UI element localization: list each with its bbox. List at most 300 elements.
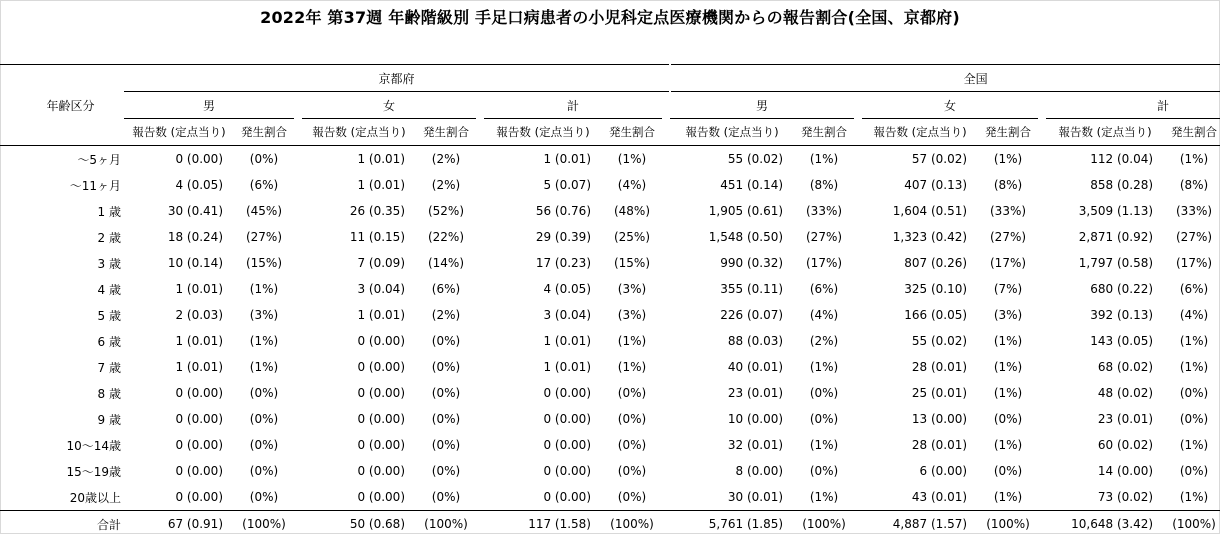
- ratio-cell: (3%): [602, 302, 662, 328]
- column-gap: [662, 250, 670, 276]
- count-cell: 73 (0.02): [1046, 484, 1164, 511]
- column-gap: [854, 432, 862, 458]
- ratio-cell: (1%): [602, 354, 662, 380]
- column-gap: [294, 511, 302, 537]
- column-gap: [294, 302, 302, 328]
- column-gap: [854, 276, 862, 302]
- sex-header: 計: [484, 92, 662, 119]
- ratio-cell: (1%): [1164, 484, 1220, 511]
- ratio-cell: (6%): [234, 172, 294, 198]
- count-column-header: 報告数 (定点当り): [484, 119, 602, 146]
- column-gap: [1038, 511, 1046, 537]
- count-cell: 48 (0.02): [1046, 380, 1164, 406]
- ratio-cell: (7%): [978, 276, 1038, 302]
- column-gap: [1038, 302, 1046, 328]
- column-gap: [1038, 224, 1046, 250]
- ratio-cell: (1%): [234, 354, 294, 380]
- ratio-cell: (0%): [416, 406, 476, 432]
- ratio-cell: (8%): [978, 172, 1038, 198]
- count-cell: 1 (0.01): [302, 172, 416, 198]
- count-cell: 3 (0.04): [302, 276, 416, 302]
- table-row: [0, 146, 1220, 173]
- ratio-cell: (48%): [602, 198, 662, 224]
- ratio-cell: (2%): [416, 302, 476, 328]
- column-gap: [294, 224, 302, 250]
- ratio-cell: (1%): [234, 276, 294, 302]
- column-gap: [854, 92, 862, 119]
- column-gap: [662, 224, 670, 250]
- count-cell: 60 (0.02): [1046, 432, 1164, 458]
- column-gap: [1038, 354, 1046, 380]
- count-cell: 1 (0.01): [124, 354, 234, 380]
- sex-header: 計: [1046, 92, 1220, 119]
- table-row: [0, 302, 1220, 328]
- ratio-cell: (1%): [1164, 328, 1220, 354]
- column-gap: [662, 119, 670, 146]
- count-cell: 25 (0.01): [862, 380, 978, 406]
- column-gap: [662, 276, 670, 302]
- count-cell: 1 (0.01): [484, 146, 602, 173]
- column-gap: [662, 172, 670, 198]
- count-cell: 1,905 (0.61): [670, 198, 794, 224]
- ratio-cell: (27%): [794, 224, 854, 250]
- column-gap: [1038, 276, 1046, 302]
- ratio-cell: (17%): [1164, 250, 1220, 276]
- column-gap: [476, 198, 484, 224]
- ratio-cell: (25%): [602, 224, 662, 250]
- count-cell: 0 (0.00): [484, 484, 602, 511]
- count-cell: 0 (0.00): [302, 458, 416, 484]
- count-cell: 0 (0.00): [124, 380, 234, 406]
- ratio-cell: (27%): [978, 224, 1038, 250]
- ratio-cell: (100%): [978, 511, 1038, 537]
- ratio-cell: (0%): [234, 406, 294, 432]
- column-gap: [476, 511, 484, 537]
- ratio-cell: (0%): [1164, 406, 1220, 432]
- count-cell: 0 (0.00): [124, 432, 234, 458]
- column-gap: [476, 172, 484, 198]
- count-cell: 1 (0.01): [124, 328, 234, 354]
- count-cell: 14 (0.00): [1046, 458, 1164, 484]
- ratio-cell: (1%): [978, 328, 1038, 354]
- ratio-cell: (0%): [416, 458, 476, 484]
- column-gap: [476, 380, 484, 406]
- column-gap: [662, 302, 670, 328]
- ratio-cell: (1%): [794, 432, 854, 458]
- count-cell: 4 (0.05): [124, 172, 234, 198]
- age-label: 1 歳: [0, 198, 124, 224]
- ratio-cell: (33%): [794, 198, 854, 224]
- column-gap: [662, 406, 670, 432]
- ratio-cell: (100%): [416, 511, 476, 537]
- column-gap: [294, 406, 302, 432]
- count-cell: 0 (0.00): [124, 146, 234, 173]
- ratio-cell: (0%): [416, 484, 476, 511]
- count-cell: 407 (0.13): [862, 172, 978, 198]
- column-gap: [294, 250, 302, 276]
- column-gap: [854, 380, 862, 406]
- count-column-header: 報告数 (定点当り): [862, 119, 978, 146]
- count-cell: 30 (0.41): [124, 198, 234, 224]
- count-cell: 13 (0.00): [862, 406, 978, 432]
- column-gap: [662, 198, 670, 224]
- ratio-cell: (3%): [602, 276, 662, 302]
- ratio-cell: (4%): [602, 172, 662, 198]
- ratio-cell: (17%): [794, 250, 854, 276]
- count-cell: 325 (0.10): [862, 276, 978, 302]
- age-label: 10～14歳: [0, 432, 124, 458]
- ratio-cell: (100%): [1164, 511, 1220, 537]
- age-label: 4 歳: [0, 276, 124, 302]
- ratio-cell: (1%): [794, 484, 854, 511]
- count-cell: 0 (0.00): [484, 458, 602, 484]
- count-cell: 2,871 (0.92): [1046, 224, 1164, 250]
- count-cell: 0 (0.00): [124, 458, 234, 484]
- count-cell: 1 (0.01): [302, 302, 416, 328]
- count-cell: 0 (0.00): [302, 354, 416, 380]
- count-cell: 28 (0.01): [862, 432, 978, 458]
- sex-header: 女: [862, 92, 1038, 119]
- count-cell: 807 (0.26): [862, 250, 978, 276]
- ratio-cell: (8%): [794, 172, 854, 198]
- column-gap: [854, 484, 862, 511]
- count-cell: 5,761 (1.85): [670, 511, 794, 537]
- ratio-cell: (1%): [978, 380, 1038, 406]
- count-cell: 67 (0.91): [124, 511, 234, 537]
- ratio-cell: (8%): [1164, 172, 1220, 198]
- column-gap: [294, 276, 302, 302]
- table-row: [0, 432, 1220, 458]
- region-header-national: 全国: [670, 65, 1220, 92]
- ratio-cell: (33%): [1164, 198, 1220, 224]
- ratio-cell: (1%): [602, 328, 662, 354]
- ratio-column-header: 発生割合: [416, 119, 476, 146]
- count-cell: 88 (0.03): [670, 328, 794, 354]
- count-cell: 143 (0.05): [1046, 328, 1164, 354]
- count-cell: 0 (0.00): [124, 406, 234, 432]
- count-cell: 117 (1.58): [484, 511, 602, 537]
- ratio-cell: (15%): [602, 250, 662, 276]
- column-gap: [1038, 250, 1046, 276]
- count-cell: 3,509 (1.13): [1046, 198, 1164, 224]
- column-gap: [854, 146, 862, 173]
- column-gap: [1038, 172, 1046, 198]
- ratio-cell: (100%): [602, 511, 662, 537]
- ratio-column-header: 発生割合: [978, 119, 1038, 146]
- ratio-cell: (0%): [234, 484, 294, 511]
- ratio-cell: (1%): [602, 146, 662, 173]
- column-gap: [476, 484, 484, 511]
- ratio-cell: (0%): [234, 146, 294, 173]
- count-cell: 1,797 (0.58): [1046, 250, 1164, 276]
- total-row: [0, 511, 1220, 537]
- age-label: ～5ヶ月: [0, 146, 124, 173]
- ratio-cell: (45%): [234, 198, 294, 224]
- age-label: 15～19歳: [0, 458, 124, 484]
- age-label: 5 歳: [0, 302, 124, 328]
- ratio-cell: (33%): [978, 198, 1038, 224]
- ratio-cell: (4%): [1164, 302, 1220, 328]
- column-gap: [476, 458, 484, 484]
- table-row: [0, 276, 1220, 302]
- column-gap: [476, 119, 484, 146]
- count-cell: 26 (0.35): [302, 198, 416, 224]
- ratio-cell: (6%): [416, 276, 476, 302]
- table-row: [0, 406, 1220, 432]
- ratio-cell: (2%): [794, 328, 854, 354]
- table-row: [0, 250, 1220, 276]
- column-gap: [662, 511, 670, 537]
- report-table: [0, 64, 1220, 537]
- count-cell: 1 (0.01): [302, 146, 416, 173]
- ratio-cell: (0%): [602, 432, 662, 458]
- count-cell: 50 (0.68): [302, 511, 416, 537]
- count-column-header: 報告数 (定点当り): [124, 119, 234, 146]
- count-cell: 68 (0.02): [1046, 354, 1164, 380]
- count-cell: 0 (0.00): [302, 484, 416, 511]
- count-cell: 392 (0.13): [1046, 302, 1164, 328]
- count-cell: 990 (0.32): [670, 250, 794, 276]
- ratio-cell: (1%): [1164, 354, 1220, 380]
- ratio-cell: (3%): [978, 302, 1038, 328]
- column-gap: [662, 92, 670, 119]
- count-cell: 0 (0.00): [302, 380, 416, 406]
- age-label: 20歳以上: [0, 484, 124, 511]
- ratio-cell: (1%): [978, 146, 1038, 173]
- column-gap: [476, 92, 484, 119]
- count-cell: 0 (0.00): [302, 406, 416, 432]
- count-cell: 55 (0.02): [670, 146, 794, 173]
- column-gap: [1038, 484, 1046, 511]
- count-cell: 5 (0.07): [484, 172, 602, 198]
- ratio-cell: (4%): [794, 302, 854, 328]
- column-gap: [294, 432, 302, 458]
- column-gap: [854, 250, 862, 276]
- ratio-cell: (0%): [794, 406, 854, 432]
- count-cell: 1 (0.01): [124, 276, 234, 302]
- count-cell: 56 (0.76): [484, 198, 602, 224]
- column-gap: [662, 380, 670, 406]
- count-cell: 18 (0.24): [124, 224, 234, 250]
- count-cell: 0 (0.00): [302, 328, 416, 354]
- count-cell: 0 (0.00): [484, 380, 602, 406]
- column-gap: [476, 146, 484, 173]
- count-column-header: 報告数 (定点当り): [1046, 119, 1164, 146]
- table-row: [0, 380, 1220, 406]
- ratio-cell: (0%): [794, 458, 854, 484]
- ratio-cell: (0%): [602, 458, 662, 484]
- count-cell: 6 (0.00): [862, 458, 978, 484]
- column-gap: [662, 484, 670, 511]
- column-gap: [854, 511, 862, 537]
- count-cell: 0 (0.00): [124, 484, 234, 511]
- count-cell: 1,548 (0.50): [670, 224, 794, 250]
- count-cell: 7 (0.09): [302, 250, 416, 276]
- column-gap: [1038, 380, 1046, 406]
- count-cell: 40 (0.01): [670, 354, 794, 380]
- count-cell: 10 (0.00): [670, 406, 794, 432]
- count-cell: 55 (0.02): [862, 328, 978, 354]
- column-gap: [1038, 92, 1046, 119]
- count-cell: 10,648 (3.42): [1046, 511, 1164, 537]
- ratio-cell: (0%): [234, 380, 294, 406]
- count-cell: 0 (0.00): [302, 432, 416, 458]
- column-gap: [854, 224, 862, 250]
- sex-header: 女: [302, 92, 476, 119]
- ratio-cell: (1%): [794, 146, 854, 173]
- ratio-cell: (1%): [978, 354, 1038, 380]
- column-gap: [294, 328, 302, 354]
- ratio-cell: (100%): [234, 511, 294, 537]
- ratio-cell: (1%): [1164, 146, 1220, 173]
- ratio-cell: (2%): [416, 146, 476, 173]
- ratio-column-header: 発生割合: [794, 119, 854, 146]
- count-cell: 0 (0.00): [484, 406, 602, 432]
- column-gap: [854, 328, 862, 354]
- column-gap: [1038, 198, 1046, 224]
- ratio-cell: (15%): [234, 250, 294, 276]
- column-gap: [476, 328, 484, 354]
- column-gap: [1038, 458, 1046, 484]
- ratio-cell: (0%): [602, 380, 662, 406]
- column-gap: [294, 380, 302, 406]
- column-gap: [1038, 146, 1046, 173]
- count-cell: 112 (0.04): [1046, 146, 1164, 173]
- sex-header: 男: [124, 92, 294, 119]
- column-gap: [294, 172, 302, 198]
- ratio-column-header: 発生割合: [602, 119, 662, 146]
- ratio-cell: (0%): [978, 406, 1038, 432]
- count-cell: 1,323 (0.42): [862, 224, 978, 250]
- column-gap: [476, 276, 484, 302]
- table-row: [0, 354, 1220, 380]
- age-label: ～11ヶ月: [0, 172, 124, 198]
- column-gap: [854, 302, 862, 328]
- count-cell: 355 (0.11): [670, 276, 794, 302]
- ratio-cell: (1%): [234, 328, 294, 354]
- count-cell: 30 (0.01): [670, 484, 794, 511]
- column-gap: [1038, 406, 1046, 432]
- ratio-cell: (6%): [794, 276, 854, 302]
- column-gap: [662, 354, 670, 380]
- column-gap: [854, 354, 862, 380]
- ratio-cell: (14%): [416, 250, 476, 276]
- count-column-header: 報告数 (定点当り): [670, 119, 794, 146]
- count-cell: 4 (0.05): [484, 276, 602, 302]
- count-cell: 32 (0.01): [670, 432, 794, 458]
- count-cell: 2 (0.03): [124, 302, 234, 328]
- ratio-cell: (0%): [416, 354, 476, 380]
- ratio-cell: (0%): [416, 432, 476, 458]
- ratio-cell: (0%): [794, 380, 854, 406]
- ratio-cell: (1%): [978, 432, 1038, 458]
- ratio-cell: (0%): [1164, 458, 1220, 484]
- count-cell: 1,604 (0.51): [862, 198, 978, 224]
- count-cell: 166 (0.05): [862, 302, 978, 328]
- ratio-cell: (0%): [602, 406, 662, 432]
- column-gap: [854, 198, 862, 224]
- column-gap: [294, 354, 302, 380]
- ratio-cell: (1%): [794, 354, 854, 380]
- ratio-cell: (3%): [234, 302, 294, 328]
- count-cell: 28 (0.01): [862, 354, 978, 380]
- page-title: 2022年 第37週 年齢階級別 手足口病患者の小児科定点医療機関からの報告割合(全国、京都府): [0, 5, 1220, 28]
- column-gap: [476, 406, 484, 432]
- column-gap: [1038, 432, 1046, 458]
- count-cell: 8 (0.00): [670, 458, 794, 484]
- count-cell: 858 (0.28): [1046, 172, 1164, 198]
- column-gap: [294, 146, 302, 173]
- region-header-kyoto: 京都府: [124, 65, 670, 92]
- ratio-cell: (0%): [416, 328, 476, 354]
- column-gap: [662, 432, 670, 458]
- column-gap: [294, 119, 302, 146]
- count-cell: 451 (0.14): [670, 172, 794, 198]
- ratio-cell: (1%): [978, 484, 1038, 511]
- column-gap: [476, 302, 484, 328]
- age-label: 8 歳: [0, 380, 124, 406]
- count-cell: 1 (0.01): [484, 328, 602, 354]
- sex-header: 男: [670, 92, 854, 119]
- count-cell: 23 (0.01): [670, 380, 794, 406]
- count-cell: 680 (0.22): [1046, 276, 1164, 302]
- count-column-header: 報告数 (定点当り): [302, 119, 416, 146]
- table-row: [0, 328, 1220, 354]
- column-gap: [854, 458, 862, 484]
- column-gap: [476, 432, 484, 458]
- column-gap: [662, 146, 670, 173]
- count-cell: 1 (0.01): [484, 354, 602, 380]
- ratio-cell: (22%): [416, 224, 476, 250]
- age-label: 9 歳: [0, 406, 124, 432]
- ratio-cell: (2%): [416, 172, 476, 198]
- column-gap: [662, 458, 670, 484]
- age-group-header: 年齢区分: [0, 65, 124, 146]
- ratio-cell: (0%): [1164, 380, 1220, 406]
- ratio-cell: (27%): [1164, 224, 1220, 250]
- ratio-cell: (100%): [794, 511, 854, 537]
- count-cell: 23 (0.01): [1046, 406, 1164, 432]
- column-gap: [476, 250, 484, 276]
- column-gap: [294, 458, 302, 484]
- ratio-cell: (0%): [234, 432, 294, 458]
- ratio-cell: (1%): [1164, 432, 1220, 458]
- ratio-cell: (0%): [602, 484, 662, 511]
- count-cell: 29 (0.39): [484, 224, 602, 250]
- age-label: 3 歳: [0, 250, 124, 276]
- count-cell: 10 (0.14): [124, 250, 234, 276]
- ratio-column-header: 発生割合: [1164, 119, 1220, 146]
- column-gap: [294, 92, 302, 119]
- column-gap: [476, 224, 484, 250]
- ratio-cell: (0%): [234, 458, 294, 484]
- count-cell: 3 (0.04): [484, 302, 602, 328]
- column-gap: [1038, 119, 1046, 146]
- count-cell: 11 (0.15): [302, 224, 416, 250]
- column-gap: [1038, 328, 1046, 354]
- ratio-cell: (17%): [978, 250, 1038, 276]
- column-gap: [294, 198, 302, 224]
- count-cell: 226 (0.07): [670, 302, 794, 328]
- age-label: 2 歳: [0, 224, 124, 250]
- column-gap: [294, 484, 302, 511]
- count-cell: 4,887 (1.57): [862, 511, 978, 537]
- table-row: [0, 484, 1220, 511]
- column-gap: [854, 406, 862, 432]
- count-cell: 43 (0.01): [862, 484, 978, 511]
- ratio-cell: (0%): [978, 458, 1038, 484]
- count-cell: 17 (0.23): [484, 250, 602, 276]
